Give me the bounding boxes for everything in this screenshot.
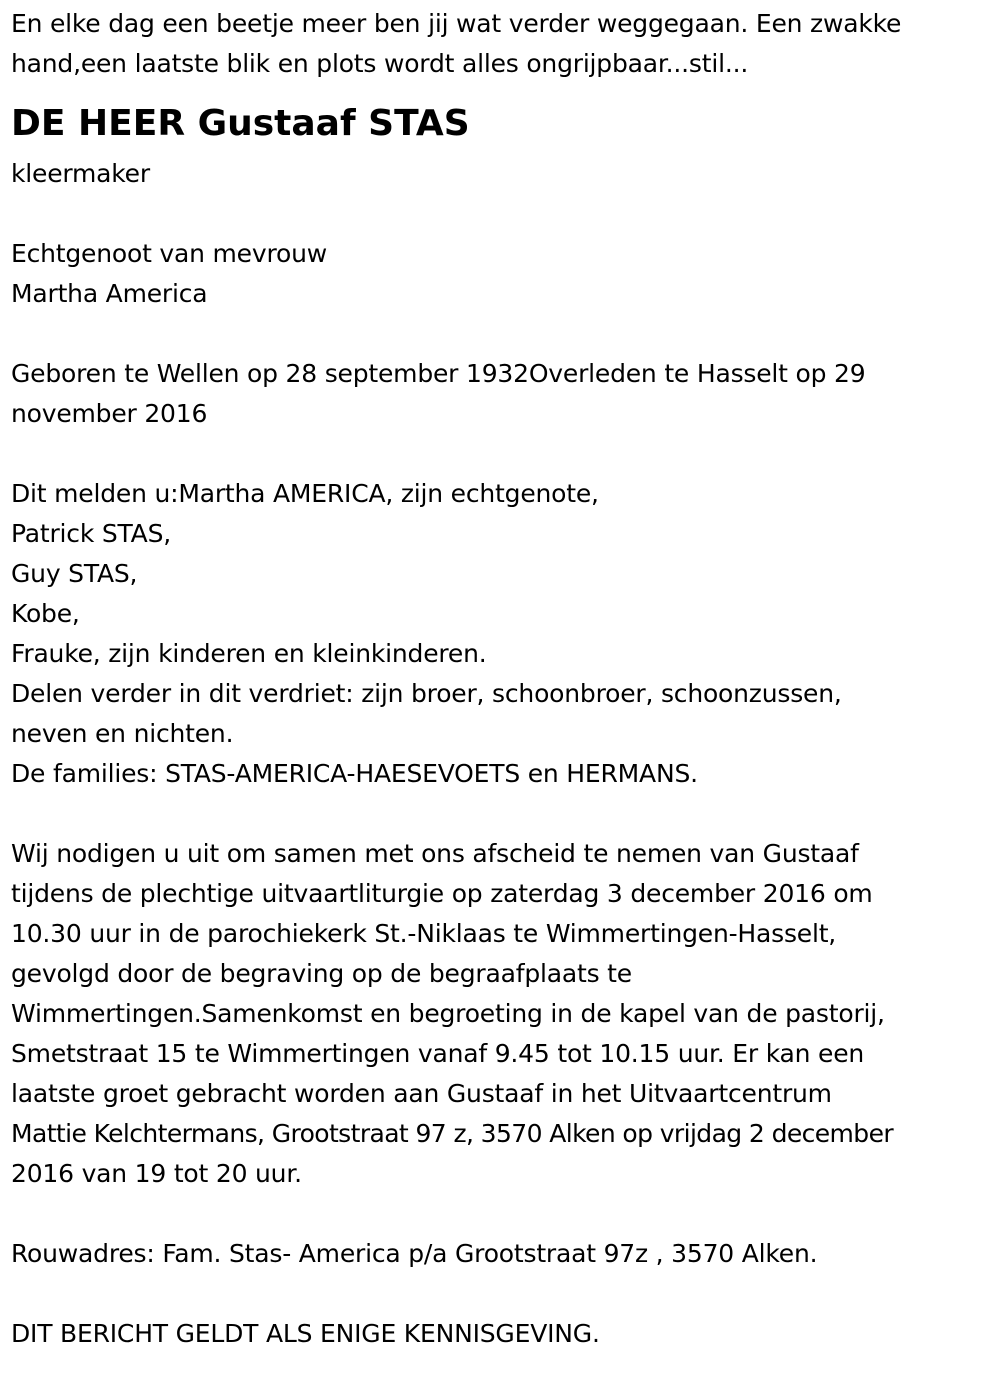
announcer-line: Frauke, zijn kinderen en kleinkinderen. (11, 639, 487, 668)
spouse-section (11, 234, 996, 314)
dates-line: november 2016 (11, 399, 208, 428)
ceremony-line: gevolgd door de begraving op de begraafplaats te (11, 959, 632, 988)
ceremony-line: Mattie Kelchtermans, Grootstraat 97 z, 3570 Alken op vrijdag 2 december (11, 1119, 894, 1148)
deceased-name: DE HEER Gustaaf STAS (11, 103, 470, 144)
spacer (11, 314, 996, 354)
ceremony-line: 2016 van 19 tot 20 uur. (11, 1159, 302, 1188)
dates-section (11, 354, 996, 434)
ceremony-line: Wimmertingen.Samenkomst en begroeting in de kapel van de pastorij, (11, 999, 885, 1028)
announcer-line: Kobe, (11, 599, 80, 628)
spacer (11, 194, 996, 234)
poem-line: En elke dag een beetje meer ben jij wat verder weggegaan. Een zwakke (11, 9, 902, 38)
ceremony-line: Wij nodigen u uit om samen met ons afscheid te nemen van Gustaaf (11, 839, 859, 868)
poem-line: hand,een laatste blik en plots wordt alles ongrijpbaar...stil... (11, 49, 749, 78)
spacer (11, 794, 996, 834)
spouse-line: Echtgenoot van mevrouw (11, 239, 327, 268)
spacer (11, 434, 996, 474)
occupation: kleermaker (11, 159, 150, 188)
ceremony-section (11, 834, 996, 1194)
announcer-line: Delen verder in dit verdriet: zijn broer, schoonbroer, schoonzussen, (11, 679, 842, 708)
spacer (11, 1274, 996, 1314)
announcer-line: Dit melden u:Martha AMERICA, zijn echtgenote, (11, 479, 599, 508)
ceremony-line: 10.30 uur in de parochiekerk St.-Niklaas te Wimmertingen-Hasselt, (11, 919, 837, 948)
dates-line: Geboren te Wellen op 28 september 1932Overleden te Hasselt op 29 (11, 359, 866, 388)
announcer-line: De families: STAS-AMERICA-HAESEVOETS en HERMANS. (11, 759, 698, 788)
ceremony-line: Smetstraat 15 te Wimmertingen vanaf 9.45 tot 10.15 uur. Er kan een (11, 1039, 865, 1068)
announcer-line: neven en nichten. (11, 719, 234, 748)
poem-section (11, 4, 996, 84)
spouse-line: Martha America (11, 279, 208, 308)
ceremony-line: laatste groet gebracht worden aan Gustaaf in het Uitvaartcentrum (11, 1079, 832, 1108)
announcers-section (11, 474, 996, 794)
spacer (11, 1194, 996, 1234)
ceremony-line: tijdens de plechtige uitvaartliturgie op zaterdag 3 december 2016 om (11, 879, 873, 908)
announcer-line: Patrick STAS, (11, 519, 171, 548)
announcer-line: Guy STAS, (11, 559, 138, 588)
obituary-notice (11, 4, 996, 1354)
mourning-address: Rouwadres: Fam. Stas- America p/a Grootstraat 97z , 3570 Alken. (11, 1239, 818, 1268)
closing-statement: DIT BERICHT GELDT ALS ENIGE KENNISGEVING. (11, 1319, 600, 1348)
